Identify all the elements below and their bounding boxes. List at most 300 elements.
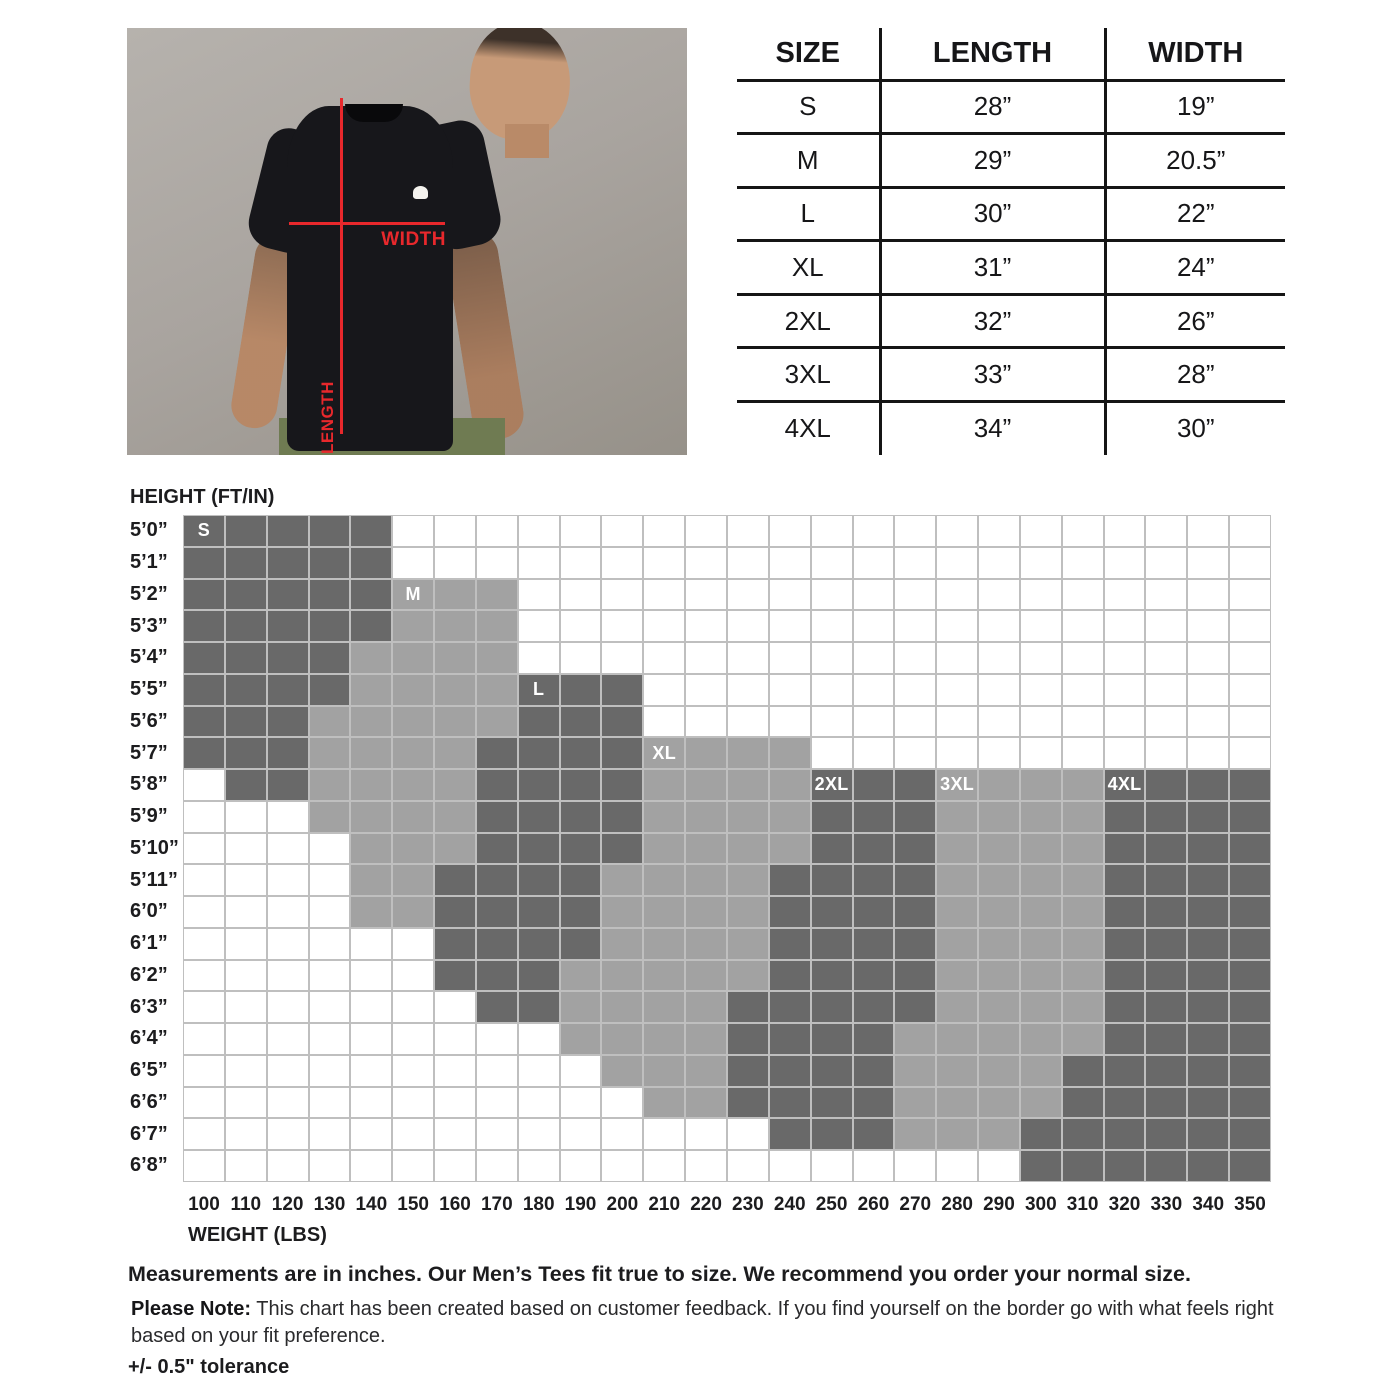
weight-col-label: 270 [899,1194,932,1215]
grid-cell [561,1088,601,1118]
grid-cell [268,1088,308,1118]
width-value: 19” [1105,80,1285,134]
height-axis-title: HEIGHT (FT/IN) [130,486,275,508]
grid-cell [435,580,475,610]
grid-cell [854,897,894,927]
grid-cell [435,992,475,1022]
grid-cell [812,707,852,737]
grid-cell [1063,516,1103,546]
grid-cell [812,1024,852,1054]
measurement-note: Measurements are in inches. Our Men’s Tees fit true to size. We recommend you order your normal size. [128,1262,1191,1286]
grid-cell [812,865,852,895]
grid-cell [812,516,852,546]
width-measure-line [289,222,445,225]
grid-cell [1063,1056,1103,1086]
grid-cell [895,1024,935,1054]
weight-col-label: 110 [230,1194,262,1215]
height-row-label: 6’5” [130,1059,168,1082]
grid-cell [979,643,1019,673]
grid-cell [1146,770,1186,800]
tshirt-logo-icon [413,186,428,199]
grid-cell [728,897,768,927]
grid-cell [184,834,224,864]
grid-cell [1188,992,1228,1022]
grid-cell [1146,611,1186,641]
grid-cell [226,1119,266,1149]
grid-cell [310,611,350,641]
grid-cell [686,707,726,737]
grid-cell [351,548,391,578]
grid-cell [561,580,601,610]
grid-cell [895,1119,935,1149]
grid-cell [226,675,266,705]
grid-cell [728,802,768,832]
grid-cell [1063,1024,1103,1054]
grid-cell [393,1056,433,1086]
grid-cell [519,834,559,864]
grid-cell [1230,802,1270,832]
grid-cell [268,897,308,927]
grid-cell [1021,1056,1061,1086]
grid-cell [1105,1151,1145,1181]
grid-cell [1146,992,1186,1022]
grid-cell [1063,548,1103,578]
grid-cell [351,992,391,1022]
grid-cell [561,865,601,895]
grid-cell [979,929,1019,959]
grid-cell [477,611,517,641]
grid-cell [1188,516,1228,546]
grid-cell [393,770,433,800]
grid-cell [268,675,308,705]
grid-cell [770,516,810,546]
grid-cell [1146,516,1186,546]
grid-cell [812,770,852,800]
header-width: WIDTH [1148,36,1244,69]
grid-cell [602,548,642,578]
please-note-label: Please Note: [131,1298,252,1320]
grid-cell [854,1119,894,1149]
grid-cell [519,738,559,768]
grid-cell [519,643,559,673]
grid-cell [602,865,642,895]
grid-cell [1230,1151,1270,1181]
grid-cell [268,707,308,737]
grid-cell [770,929,810,959]
grid-cell [226,865,266,895]
grid-cell [979,516,1019,546]
grid-cell [310,643,350,673]
grid-cell [686,929,726,959]
grid-cell [1105,548,1145,578]
grid-cell [644,770,684,800]
grid-cell [1021,738,1061,768]
grid-cell [310,834,350,864]
grid-cell [937,580,977,610]
grid-cell [184,580,224,610]
grid-cell [393,738,433,768]
weight-col-labels [183,1194,1271,1216]
height-row-label: 5’4” [130,646,168,669]
grid-cell [393,865,433,895]
grid-cell [268,548,308,578]
grid-cell [184,1119,224,1149]
tolerance-note: +/- 0.5" tolerance [128,1356,290,1378]
grid-cell [351,707,391,737]
grid-cell [310,1024,350,1054]
grid-cell [1063,929,1103,959]
grid-cell [686,834,726,864]
grid-cell [728,738,768,768]
grid-cell [226,961,266,991]
grid-cell [1146,961,1186,991]
grid-cell [1146,580,1186,610]
grid-cell [435,548,475,578]
grid-cell [184,865,224,895]
grid-cell [686,611,726,641]
zone-label-s: S [197,520,211,541]
grid-cell [435,1056,475,1086]
grid-cell [937,643,977,673]
zone-label-2xl: 2XL [814,774,849,795]
grid-cell [1021,1119,1061,1149]
grid-cell [770,802,810,832]
size-value: XL [737,241,880,295]
grid-cell [351,675,391,705]
grid-cell [351,1056,391,1086]
grid-cell [1021,1024,1061,1054]
weight-col-label: 180 [522,1194,555,1215]
grid-cell [1230,580,1270,610]
grid-cell [268,580,308,610]
grid-cell [1146,643,1186,673]
grid-cell [351,1024,391,1054]
grid-cell [1230,548,1270,578]
grid-cell [435,897,475,927]
height-row-label: 6’8” [130,1154,168,1177]
length-value: 34” [880,401,1105,455]
grid-cell [351,643,391,673]
grid-cell [561,675,601,705]
grid-cell [770,865,810,895]
grid-cell [1021,929,1061,959]
weight-col-label: 250 [815,1194,848,1215]
grid-cell [351,961,391,991]
grid-cell [351,802,391,832]
grid-cell [1063,770,1103,800]
grid-cell [686,961,726,991]
height-row-label: 5’6” [130,709,168,732]
weight-col-label: 210 [648,1194,681,1215]
grid-cell [226,1056,266,1086]
grid-cell [477,738,517,768]
weight-col-label: 300 [1024,1194,1057,1215]
grid-cell [1063,897,1103,927]
grid-cell [1188,1056,1228,1086]
feedback-note [131,1296,1301,1349]
grid-cell [184,516,224,546]
table-row [737,134,1285,188]
grid-cell [979,1088,1019,1118]
grid-cell [310,1088,350,1118]
grid-cell [728,516,768,546]
width-label: WIDTH [381,229,446,250]
grid-cell [561,770,601,800]
grid-cell [1021,516,1061,546]
grid-cell [1146,707,1186,737]
grid-cell [519,1024,559,1054]
grid-cell [937,897,977,927]
grid-cell [686,1119,726,1149]
grid-cell [895,770,935,800]
grid-cell [477,1056,517,1086]
grid-cell [602,580,642,610]
weight-col-label: 130 [313,1194,346,1215]
grid-cell [226,770,266,800]
grid-cell [1146,1119,1186,1149]
grid-cell [435,643,475,673]
grid-cell [1188,580,1228,610]
grid-cell [1021,897,1061,927]
grid-cell [519,1119,559,1149]
height-row-label: 5’7” [130,741,168,764]
grid-cell [895,675,935,705]
weight-col-label: 350 [1234,1194,1266,1215]
grid-cell [435,1151,475,1181]
grid-cell [393,611,433,641]
grid-cell [435,738,475,768]
height-row-label: 6’6” [130,1090,168,1113]
model-neck [505,124,549,158]
grid-cell [477,834,517,864]
grid-cell [644,675,684,705]
model-right-arm [443,227,527,443]
grid-cell [1188,611,1228,641]
grid-cell [979,897,1019,927]
grid-cell [1146,548,1186,578]
grid-cell [268,643,308,673]
weight-col-label: 320 [1108,1194,1141,1215]
grid-cell [393,992,433,1022]
zone-label-xl: XL [652,742,677,763]
grid-cell [686,643,726,673]
height-row-label: 5’11” [130,868,178,891]
weight-col-label: 240 [773,1194,806,1215]
grid-cell [226,611,266,641]
height-row-label: 6’1” [130,932,168,955]
grid-cell [854,516,894,546]
grid-cell [686,1088,726,1118]
grid-cell [519,929,559,959]
grid-cell [1146,1088,1186,1118]
grid-cell [1105,1088,1145,1118]
grid-cell [1063,865,1103,895]
grid-cell [812,1151,852,1181]
grid-cell [1021,675,1061,705]
size-value: S [737,80,880,134]
grid-cell [644,580,684,610]
width-value: 24” [1105,241,1285,295]
length-value: 28” [880,80,1105,134]
grid-cell [561,1119,601,1149]
grid-cell [979,1119,1019,1149]
grid-cell [937,802,977,832]
size-table-header-row [737,28,1285,80]
grid-cell [268,1056,308,1086]
grid-cell [979,802,1019,832]
grid-cell [1188,1088,1228,1118]
grid-cell [812,738,852,768]
grid-cell [644,643,684,673]
grid-cell [519,1151,559,1181]
grid-cell [393,1119,433,1149]
grid-cell [393,961,433,991]
grid-cell [937,1119,977,1149]
grid-cell [812,992,852,1022]
grid-cell [561,897,601,927]
grid-cell [895,992,935,1022]
grid-cell [854,770,894,800]
grid-cell [1188,929,1228,959]
grid-cell [1021,707,1061,737]
grid-cell [184,1088,224,1118]
grid-cell [1063,580,1103,610]
grid-cell [686,802,726,832]
grid-cell [519,1056,559,1086]
grid-cell [1230,738,1270,768]
grid-cell [854,961,894,991]
grid-cell [435,1119,475,1149]
grid-cell [477,865,517,895]
grid-cell [686,516,726,546]
grid-cell [1188,675,1228,705]
grid-cell [1105,961,1145,991]
grid-cell [1105,834,1145,864]
height-row-label: 6’3” [130,995,168,1018]
grid-cell [854,580,894,610]
grid-cell [1230,1088,1270,1118]
fit-grid [183,515,1271,1182]
grid-cell [895,516,935,546]
grid-cell [435,1024,475,1054]
grid-cell [1230,516,1270,546]
grid-cell [1063,802,1103,832]
grid-cell [393,643,433,673]
grid-cell [602,611,642,641]
grid-cell [1230,611,1270,641]
height-row-label: 5’3” [130,614,168,637]
weight-col-label: 230 [732,1194,764,1215]
grid-cell [644,1151,684,1181]
grid-cell [561,516,601,546]
grid-cell [268,611,308,641]
tshirt-collar [345,104,403,122]
size-value: 3XL [737,348,880,402]
grid-cell [895,929,935,959]
grid-cell [812,802,852,832]
tshirt-body [287,106,453,451]
grid-cell [435,611,475,641]
grid-cell [519,802,559,832]
grid-cell [770,611,810,641]
grid-cell [812,1056,852,1086]
grid-cell [1105,643,1145,673]
weight-col-label: 140 [355,1194,388,1215]
grid-cell [226,802,266,832]
grid-cell [686,865,726,895]
grid-cell [854,802,894,832]
length-value: 31” [880,241,1105,295]
grid-cell [1105,580,1145,610]
grid-cell [1188,865,1228,895]
grid-cell [895,1056,935,1086]
grid-cell [686,1024,726,1054]
grid-cell [310,865,350,895]
grid-cell [310,961,350,991]
grid-cell [854,929,894,959]
grid-cell [728,675,768,705]
weight-col-label: 290 [983,1194,1015,1215]
grid-cell [770,897,810,927]
grid-cell [393,1151,433,1181]
grid-cell [1063,738,1103,768]
grid-cell [937,1024,977,1054]
grid-cell [226,707,266,737]
grid-cell [184,992,224,1022]
grid-cell [937,770,977,800]
weight-col-label: 120 [271,1194,304,1215]
grid-cell [1146,1056,1186,1086]
grid-cell [854,1056,894,1086]
grid-cell [854,992,894,1022]
grid-cell [854,865,894,895]
table-row [737,294,1285,348]
grid-cell [1021,865,1061,895]
grid-cell [1105,897,1145,927]
grid-cell [184,770,224,800]
grid-cell [1230,770,1270,800]
grid-cell [184,675,224,705]
product-photo [127,28,687,455]
grid-cell [561,738,601,768]
grid-cell [770,1024,810,1054]
grid-cell [895,707,935,737]
grid-cell [728,611,768,641]
weight-col-label: 200 [606,1194,639,1215]
grid-cell [979,707,1019,737]
grid-cell [854,1151,894,1181]
zone-label-l: L [533,679,545,700]
grid-cell [602,802,642,832]
grid-cell [812,643,852,673]
grid-cell [393,675,433,705]
grid-cell [644,865,684,895]
grid-cell [268,865,308,895]
grid-cell [686,992,726,1022]
zone-label-4xl: 4XL [1107,774,1142,795]
grid-cell [226,992,266,1022]
grid-cell [184,1056,224,1086]
grid-cell [979,548,1019,578]
grid-cell [770,643,810,673]
grid-cell [226,834,266,864]
grid-cell [1105,770,1145,800]
weight-col-label: 190 [564,1194,597,1215]
grid-cell [435,675,475,705]
grid-cell [979,961,1019,991]
grid-cell [644,802,684,832]
grid-cell [351,611,391,641]
